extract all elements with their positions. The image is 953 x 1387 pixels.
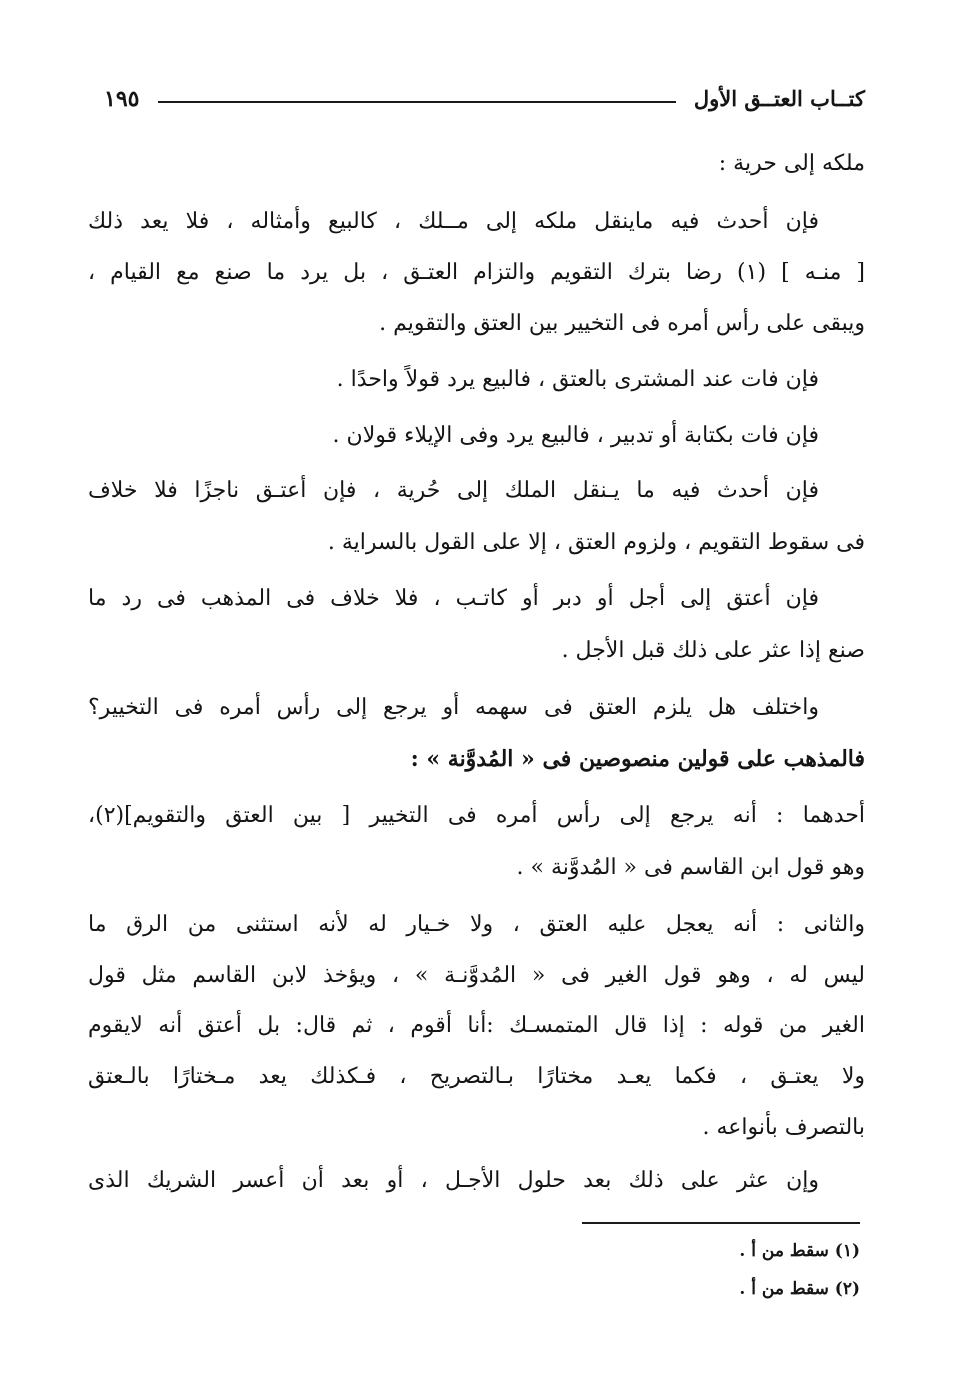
- text-line: ولا يعتـق ، فكما يعـد مختارًا بـالتصريح ، فـكذلك يعد مـختارًا بالـعتق: [88, 1064, 865, 1089]
- header-rule: [158, 101, 676, 103]
- text-line: ويبقى على رأس أمره فى التخيير بين العتق والتقويم .: [379, 311, 865, 336]
- text-line: أحدهما : أنه يرجع إلى رأس أمره فى التخيير [ بين العتق والتقويم](٢)،: [88, 803, 865, 828]
- footnote: (١) سقط من أ .: [739, 1241, 860, 1261]
- page-number: ١٩٥: [104, 86, 140, 112]
- text-line: فى سقوط التقويم ، ولزوم العتق ، إلا على القول بالسراية .: [327, 530, 865, 555]
- text-line: فإن أعتق إلى أجل أو دبر أو كاتـب ، فلا خلاف فى المذهب فى رد ما: [88, 586, 819, 611]
- text-line: بالتصرف بأنواعه .: [702, 1115, 865, 1140]
- footnote-rule: [582, 1222, 860, 1224]
- text-line: فإن فات عند المشترى بالعتق ، فالبيع يرد قولاً واحدًا .: [336, 367, 819, 392]
- text-line: وهو قول ابن القاسم فى « المُدوَّنة » .: [516, 855, 865, 880]
- text-line: وإن عثر على ذلك بعد حلول الأجـل ، أو بعد أن أعسر الشريك الذى: [88, 1168, 819, 1193]
- text-line: الغير من قوله : إذا قال المتمسـك :أنا أقوم ، ثم قال: بل أعتق أنه لايقوم: [88, 1013, 865, 1038]
- text-line-content: [ منـه ] (١) رضا بترك التقويم والتزام العتـق ، بل يرد ما صنع مع القيام ،: [88, 260, 865, 285]
- footnote: (٢) سقط من أ .: [739, 1279, 860, 1299]
- text-line: واختلف هل يلزم العتق فى سهمه أو يرجع إلى رأس أمره فى التخيير؟: [88, 695, 819, 720]
- running-header-title: كتــاب العتــق الأول: [693, 86, 865, 111]
- text-line: ملكه إلى حرية :: [718, 151, 865, 176]
- text-line: صنع إذا عثر على ذلك قبل الأجل .: [561, 638, 865, 663]
- text-line: فإن فات بكتابة أو تدبير ، فالبيع يرد وفى الإيلاء قولان .: [332, 423, 819, 448]
- text-line: ليس له ، وهو قول الغير فى « المُدوَّنـة » ، ويؤخذ لابن القاسم مثل قول: [88, 963, 865, 988]
- text-line: [88, 262, 865, 284]
- text-line: فإن أحدث فيه ما يـنقل الملك إلى حُرية ، فإن أعتـق ناجزًا فلا خلاف: [88, 478, 820, 503]
- text-line: والثانى : أنه يعجل عليه العتق ، ولا خـيار له لأنه استثنى من الرق ما: [88, 912, 866, 937]
- text-line: فإن أحدث فيه ماينقل ملكه إلى مــلك ، كالبيع وأمثاله ، فلا يعد ذلك: [88, 209, 819, 234]
- text-line: فالمذهب على قولين منصوصين فى « المُدوَّنة » :: [410, 746, 865, 772]
